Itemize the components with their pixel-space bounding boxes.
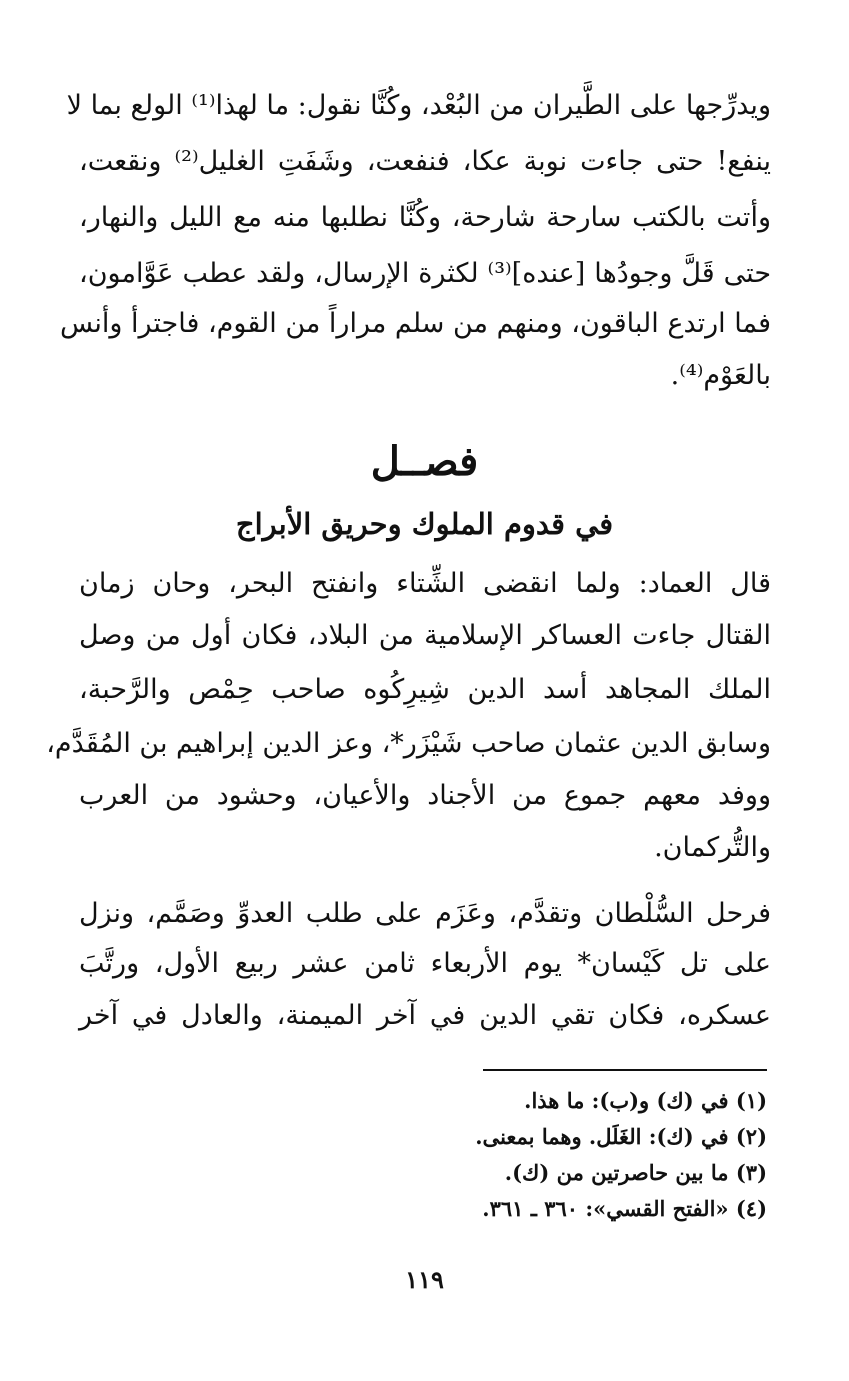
footnote: (١) في (ك) و(ب): ما هذا. [524, 1088, 767, 1113]
section-heading: فصــل [370, 438, 479, 485]
text-line: الملك المجاهد أسد الدين شِيرِكُوه صاحب حِمْص والرَّحبة، [79, 674, 771, 705]
text-line: ويدرِّجها على الطَّيران من البُعْد، وكُنَّا نقول: ما لهذا⁽¹⁾ الولع بما لا [66, 90, 771, 121]
text-line: فما ارتدع الباقون، ومنهم من سلم مراراً من القوم، فاجترأ وأنس [59, 308, 771, 339]
text-line: فرحل السُّلْطان وتقدَّم، وعَزَم على طلب العدوِّ وصَمَّم، ونزل [79, 898, 771, 929]
text-line: ووفد معهم جموع من الأجناد والأعيان، وحشود من العرب [79, 780, 771, 811]
text-line: قال العماد: ولما انقضى الشِّتاء وانفتح البحر، وحان زمان [79, 568, 771, 599]
text-line: بالعَوْم⁽⁴⁾. [670, 360, 771, 391]
footnote: (٣) ما بين حاصرتين من (ك). [504, 1160, 767, 1185]
text-line: على تل كَيْسان* يوم الأربعاء ثامن عشر ربيع الأول، ورتَّبَ [79, 948, 771, 979]
section-subheading: في قدوم الملوك وحريق الأبراج [235, 507, 614, 541]
text-line: وأتت بالكتب سارحة شارحة، وكُنَّا نطلبها منه مع الليل والنهار، [79, 202, 771, 233]
footnote-divider [483, 1069, 767, 1071]
page-number: ١١٩ [405, 1265, 444, 1294]
footnote: (٤) «الفتح القسي»: ٣٦٠ ـ ٣٦١. [482, 1196, 767, 1221]
text-line: القتال جاءت العساكر الإسلامية من البلاد، فكان أول من وصل [79, 620, 771, 651]
text-line: والتُّركمان. [654, 832, 771, 863]
text-line: حتى قَلَّ وجودُها [عنده]⁽³⁾ لكثرة الإرسال، ولقد عطب عَوَّامون، [79, 258, 772, 289]
text-line: وسابق الدين عثمان صاحب شَيْزَر*، وعز الدين إبراهيم بن المُقَدَّم، [46, 728, 771, 759]
text-line: ينفع! حتى جاءت نوبة عكا، فنفعت، وشَفَتِ الغليل⁽²⁾ ونقعت، [79, 146, 771, 177]
footnote: (٢) في (ك): الغَلَل. وهما بمعنى. [475, 1124, 767, 1149]
text-line: عسكره، فكان تقي الدين في آخر الميمنة، والعادل في آخر [79, 1000, 771, 1031]
